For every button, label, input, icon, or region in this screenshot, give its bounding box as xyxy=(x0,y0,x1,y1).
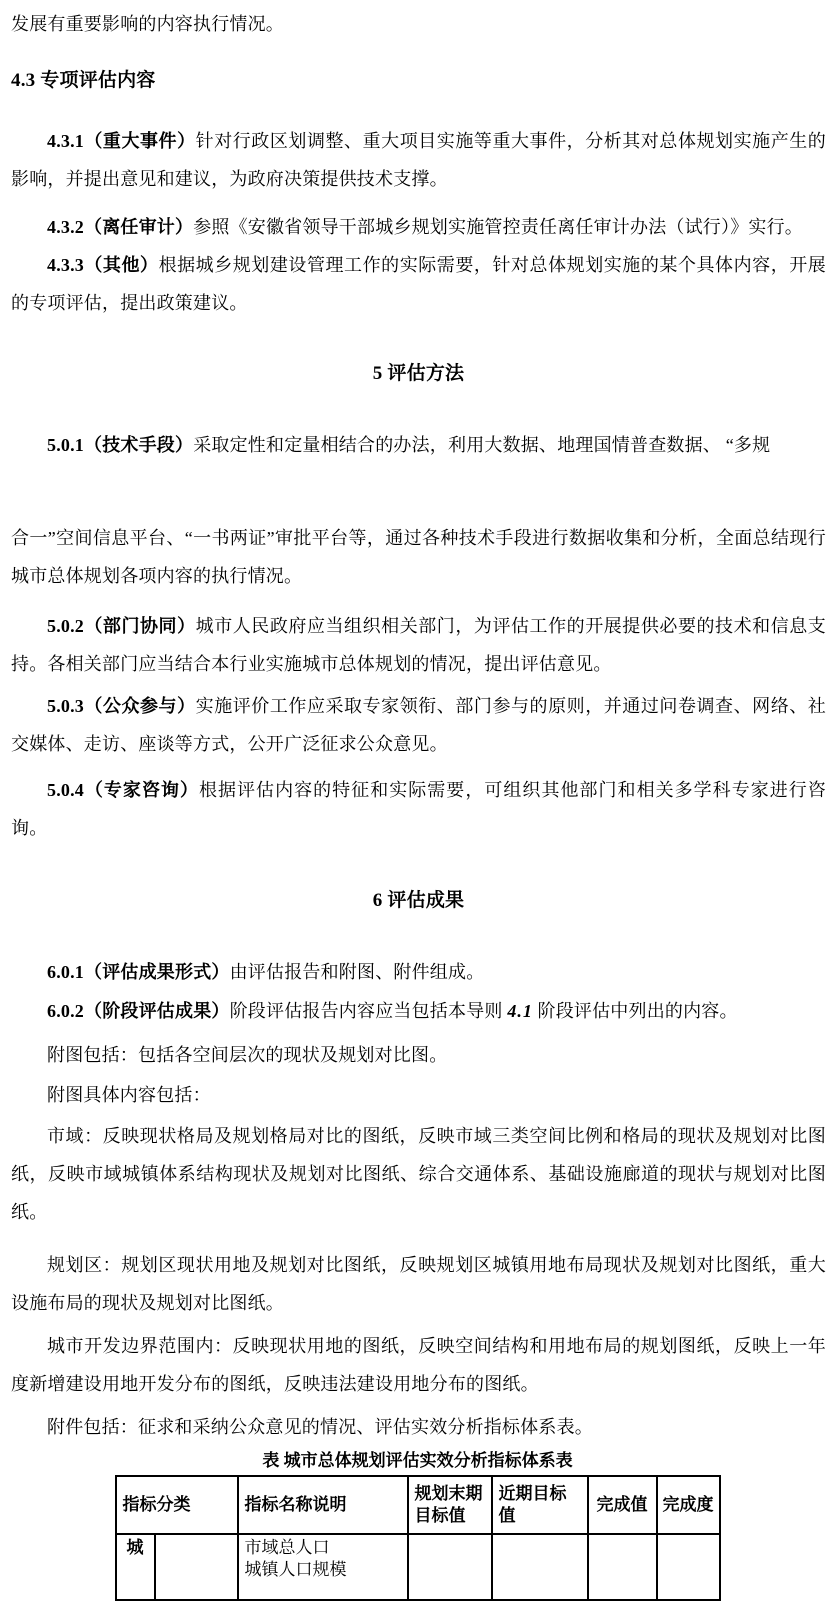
cell-completion-rate xyxy=(657,1534,720,1600)
section-heading xyxy=(11,882,826,920)
paragraph-text: 附图包括：包括各空间层次的现状及规划对比图。 xyxy=(47,1045,448,1065)
document-body xyxy=(0,5,835,1446)
clause-number-label: 4.3.3（其他） xyxy=(47,255,159,275)
paragraph-text: 附图具体内容包括： xyxy=(47,1085,211,1105)
clause-reference: 4.1 xyxy=(507,1001,533,1021)
paragraph xyxy=(11,246,826,322)
cell-subcategory xyxy=(155,1534,238,1600)
table-row xyxy=(116,1534,720,1600)
table-caption: 表 城市总体规划评估实效分析指标体系表 xyxy=(262,1451,573,1470)
paragraph xyxy=(11,1246,826,1322)
paragraph-text: 由评估报告和附图、附件组成。 xyxy=(229,962,485,982)
paragraph xyxy=(11,519,826,595)
document-page xyxy=(0,5,835,1579)
cell-plan-end-target xyxy=(408,1534,492,1600)
clause-number-label: 5.0.4（专家咨询） xyxy=(47,780,199,800)
paragraph xyxy=(11,687,826,763)
paragraph xyxy=(11,607,826,683)
clause-number-label: 5 评估方法 xyxy=(372,363,465,384)
paragraph xyxy=(11,5,826,43)
paragraph xyxy=(11,992,826,1030)
header-cell-near-term-target: 近期目标值 xyxy=(492,1476,588,1534)
section-heading xyxy=(11,355,826,393)
header-cell-completed-value: 完成值 xyxy=(588,1476,657,1534)
paragraph-text: 规划区：规划区现状用地及规划对比图纸，反映规划区城镇用地布局现状及规划对比图纸，重大设施布局的现状及规划对比图纸。 xyxy=(11,1255,826,1313)
paragraph-text: 针对行政区划调整、重大项目实施等重大事件，分析其对总体规划实施产生的影响，并提出意见和建议，为政府决策提供技术支撑。 xyxy=(11,131,827,189)
paragraph xyxy=(11,1408,826,1446)
paragraph-text: 阶段评估中列出的内容。 xyxy=(532,1001,738,1021)
paragraph-text: 发展有重要影响的内容执行情况。 xyxy=(11,14,284,34)
paragraph-text: 参照《安徽省领导干部城乡规划实施管控责任离任审计办法（试行）》实行。 xyxy=(193,217,803,237)
cell-near-term-target xyxy=(492,1534,588,1600)
paragraph-text: 根据城乡规划建设管理工作的实际需要，针对总体规划实施的某个具体内容，开展的专项评估，提出政策建议。 xyxy=(11,255,826,313)
indicator-name-line1: 市域总人口 xyxy=(244,1538,330,1557)
clause-number-label: 5.0.2（部门协同） xyxy=(47,616,196,636)
header-cell-category: 指标分类 xyxy=(116,1476,238,1534)
clause-number-label: 6.0.1（评估成果形式） xyxy=(47,962,230,982)
clause-number-label: 4.3.2（离任审计） xyxy=(47,217,194,237)
paragraph-text: 附件包括：征求和采纳公众意见的情况、评估实效分析指标体系表。 xyxy=(47,1417,593,1437)
paragraph-text: 根据评估内容的特征和实际需要，可组织其他部门和相关多学科专家进行咨询。 xyxy=(11,780,826,838)
clause-number-label: 6.0.2（阶段评估成果） xyxy=(47,1001,230,1021)
header-cell-plan-end-target: 规划末期目标值 xyxy=(408,1476,492,1534)
paragraph xyxy=(11,1076,826,1114)
paragraph-text: 城市人民政府应当组织相关部门，为评估工作的开展提供必要的技术和信息支持。各相关部门应当结合本行业实施城市总体规划的情况，提出评估意见。 xyxy=(11,616,827,674)
cell-category: 城 xyxy=(116,1534,155,1600)
paragraph-text: 市域：反映现状格局及规划格局对比的图纸，反映市域三类空间比例和格局的现状及规划对比图纸，反映市域城镇体系结构现状及规划对比图纸、综合交通体系、基础设施廊道的现状与规划对比图纸。 xyxy=(11,1126,826,1222)
indicator-name-line2: 城镇人口规模 xyxy=(244,1560,347,1579)
clause-number-label: 5.0.1（技术手段） xyxy=(47,435,194,455)
paragraph xyxy=(11,208,826,246)
paragraph xyxy=(11,1327,826,1403)
paragraph xyxy=(11,1036,826,1074)
table-header-row xyxy=(116,1476,720,1534)
clause-number-label: 4.3 专项评估内容 xyxy=(11,70,156,91)
paragraph xyxy=(11,122,826,198)
section-heading xyxy=(11,62,826,100)
paragraph-text: 采取定性和定量相结合的办法，利用大数据、地理国情普查数据、 “多规 xyxy=(193,435,771,455)
cell-indicator-name xyxy=(238,1534,408,1600)
paragraph-text: 阶段评估报告内容应当包括本导则 xyxy=(229,1001,508,1021)
paragraph-text: 城市开发边界范围内：反映现状用地的图纸，反映空间结构和用地布局的规划图纸，反映上一年度新增建设用地开发分布的图纸，反映违法建设用地分布的图纸。 xyxy=(11,1336,826,1394)
cell-completed-value xyxy=(588,1534,657,1600)
paragraph-text: 实施评价工作应采取专家领衔、部门参与的原则，并通过问卷调查、网络、社交媒体、走访、座谈等方式，公开广泛征求公众意见。 xyxy=(11,696,827,754)
paragraph xyxy=(11,953,826,991)
clause-number-label: 4.3.1（重大事件） xyxy=(47,131,196,151)
paragraph-text: 合一”空间信息平台、“一书两证”审批平台等，通过各种技术手段进行数据收集和分析，全面总结现行城市总体规划各项内容的执行情况。 xyxy=(11,528,826,586)
paragraph xyxy=(11,426,826,464)
clause-number-label: 5.0.3（公众参与） xyxy=(47,696,196,716)
clause-number-label: 6 评估成果 xyxy=(372,890,465,911)
header-cell-name: 指标名称说明 xyxy=(238,1476,408,1534)
paragraph xyxy=(11,1117,826,1231)
paragraph xyxy=(11,771,826,847)
indicator-table xyxy=(115,1475,721,1601)
header-cell-completion-rate: 完成度 xyxy=(657,1476,720,1534)
